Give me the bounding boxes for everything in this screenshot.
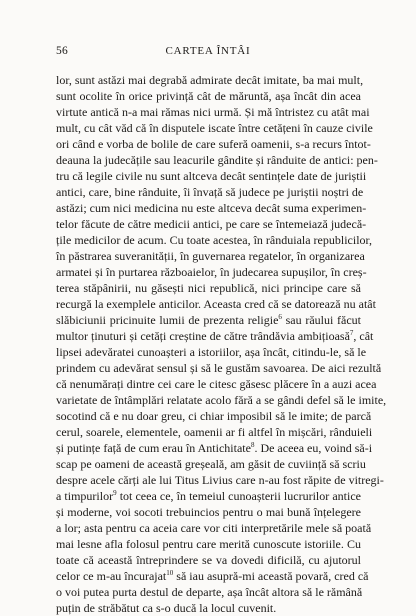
text-line: [56, 296, 376, 312]
line-text: deauna la judecățile sau leacurile gândite și rânduite de antici: pen-: [56, 153, 378, 167]
line-text: armatei și în purtarea războaielor, în judecarea supușilor, în creș-: [56, 265, 367, 279]
text-line: [56, 120, 373, 136]
line-text: terea stăpânirii, nu găsești nici republică, nici principe care să: [56, 281, 361, 295]
footnote-marker[interactable]: 10: [166, 569, 174, 577]
line-text-after-note: , cât: [353, 329, 374, 343]
text-line: [56, 488, 361, 504]
line-text: celor ce m-au încurajat: [56, 569, 167, 583]
footnote-marker[interactable]: 8: [250, 441, 255, 449]
line-text: că nenumărați dintre cei care le citesc găsesc plăcere în a auzi acea: [56, 377, 377, 391]
text-line: [56, 184, 364, 200]
text-line: [56, 472, 384, 488]
text-line: [56, 280, 361, 296]
line-text: lor, sunt astăzi mai degrabă admirate decât imitate, ba mai mult,: [56, 73, 364, 87]
line-text: tru că legile civile nu sunt altceva decât sentințele date de juriștii: [56, 169, 367, 183]
text-line: [56, 456, 366, 472]
footnote-marker[interactable]: 7: [349, 329, 354, 337]
page-header: [56, 45, 360, 59]
text-line: [56, 88, 361, 104]
text-line: [56, 168, 367, 184]
line-text: multor ținuturi și cetăți creștine de către trândăvia ambițioasă: [56, 329, 350, 343]
line-text: ori când e vorba de bolile de care suferă oamenii, s-a recurs întot-: [56, 137, 371, 151]
text-line: [56, 520, 372, 536]
line-text: mult, cu cât văd că în disputele iscate între cetățeni în cauze civile: [56, 121, 373, 135]
text-line: [56, 360, 382, 376]
line-text: prindem cu adevărat sensul și să le gustăm savoarea. De aici rezultă: [56, 361, 382, 375]
text-line: [56, 568, 369, 584]
line-text: slăbiciunii pricinuite lumii de prezenta religie: [56, 313, 279, 327]
line-text: antici, care, bine rânduite, îi învață să judece pe juriștii noștri de: [56, 185, 364, 199]
text-line: [56, 104, 370, 120]
line-text: cerul, soarele, elementele, oamenii ar fi altfel în mișcări, rânduieli: [56, 425, 373, 439]
body-text: [56, 72, 387, 616]
line-text: sunt ocolite în orice privință cât de măruntă, așa încât din acea: [56, 89, 361, 103]
footnote-marker[interactable]: 9: [113, 489, 117, 497]
text-line: [56, 424, 373, 440]
line-text-after-note: sau răului făcut: [281, 313, 361, 327]
line-text-after-note: tot ceea ce, în temeiul cunoașterii lucrurilor antice: [116, 489, 361, 503]
line-text: mai lesne afla folosul pentru care merită cunoscute istoriile. Cu: [56, 537, 361, 551]
text-line: [56, 392, 387, 408]
text-line: [56, 232, 373, 248]
text-line: [56, 136, 371, 152]
text-line: [56, 344, 367, 360]
text-line: [56, 152, 378, 168]
line-text: socotind că e nu doar greu, ci chiar imposibil să le imite; de parcă: [56, 409, 372, 423]
text-line: [56, 408, 372, 424]
text-line: [56, 312, 361, 328]
line-text: scap pe oameni de această greșeală, am găsit de cuviință să scriu: [56, 457, 366, 471]
text-line: [56, 440, 373, 456]
line-text: varietate de întâmplări relatate acolo fără a se gândi defel să le imite,: [56, 393, 387, 407]
line-text: toate că această întreprindere se va dovedi dificilă, cu ajutorul: [56, 553, 361, 567]
text-line: [56, 376, 377, 392]
running-head: CARTEA ÎNTÂI: [165, 45, 251, 57]
text-line: [56, 248, 365, 264]
text-line: [56, 72, 364, 88]
line-text-after-note: să iau asupră-mi această povară, cred că: [173, 569, 369, 583]
line-text: a timpurilor: [56, 489, 114, 503]
text-line: [56, 328, 374, 344]
line-text: a lor; asta pentru ca aceia care vor citi interpretările mele să poată: [56, 521, 372, 535]
line-text: puțin de străbătut ca s-o ducă la locul cuvenit.: [56, 601, 277, 615]
line-text: lipsei adevăratei cunoașteri a istoriilor, așa încât, citindu-le, să le: [56, 345, 367, 359]
text-line: [56, 216, 367, 232]
line-text: despre acele cărți ale lui Titus Livius care n-au fost răpite de vitregi-: [56, 473, 384, 487]
text-line: [56, 200, 367, 216]
line-text: țile medicilor de acum. Cu toate acestea, în rânduiala republicilor,: [56, 233, 373, 247]
line-text: astăzi; cum nici medicina nu este altceva decât suma experimen-: [56, 201, 367, 215]
text-line: [56, 552, 361, 568]
line-text: recurgă la exemplele anticilor. Aceasta cred că se datorează nu atât: [56, 297, 376, 311]
line-text-after-note: . De aceea eu, voind să-i: [254, 441, 373, 455]
text-line: [56, 264, 367, 280]
line-text: și moderne, voi socoti trebuincios pentru o mai bună înțelegere: [56, 505, 361, 519]
text-line: [56, 584, 361, 600]
footnote-marker[interactable]: 6: [278, 313, 282, 321]
text-line: [56, 504, 361, 520]
page-number: 56: [56, 45, 68, 57]
text-line: [56, 536, 361, 552]
line-text: în păstrarea suveranității, în guvernarea regatelor, în organizarea: [56, 249, 365, 263]
line-text: telor făcute de către medicii antici, pe care se întemeiază judecă-: [56, 217, 367, 231]
line-text: virtute antică n-a mai rămas nici urmă. Și mă întristez cu atât mai: [56, 105, 370, 119]
line-text: și putințe față de cum erau în Antichitate: [56, 441, 251, 455]
line-text: o voi putea purta destul de departe, așa încât altora să le rămână: [56, 585, 363, 599]
